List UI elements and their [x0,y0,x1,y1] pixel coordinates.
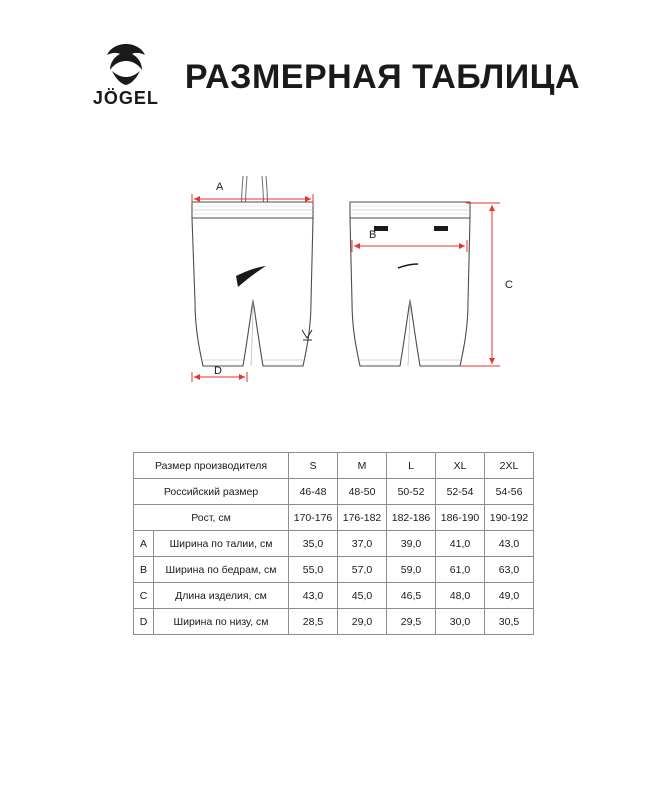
marker-c-label: C [505,279,513,291]
table-header-size: XL [436,453,485,479]
page-header [0,0,665,112]
row-value: 176-182 [338,505,387,531]
row-value: 37,0 [338,531,387,557]
table-row [134,557,534,583]
row-label: Ширина по талии, см [154,531,289,557]
row-value: 41,0 [436,531,485,557]
row-value: 46-48 [289,479,338,505]
table-header-size: L [387,453,436,479]
row-value: 190-192 [485,505,534,531]
marker-d-label: D [214,365,222,377]
row-value: 49,0 [485,583,534,609]
row-label: Рост, см [134,505,289,531]
row-label: Ширина по низу, см [154,609,289,635]
brand-logo [85,42,167,112]
row-letter: D [134,609,154,635]
row-value: 59,0 [387,557,436,583]
row-value: 52-54 [436,479,485,505]
table-row [134,479,534,505]
row-value: 43,0 [289,583,338,609]
row-value: 57,0 [338,557,387,583]
shorts-illustration [0,170,665,440]
row-value: 28,5 [289,609,338,635]
table-header-size: 2XL [485,453,534,479]
row-letter: A [134,531,154,557]
row-value: 43,0 [485,531,534,557]
row-value: 29,0 [338,609,387,635]
size-table [133,452,534,635]
row-label: Ширина по бедрам, см [154,557,289,583]
brand-wordmark: JÖGEL [92,88,159,108]
table-header-label: Размер производителя [134,453,289,479]
row-value: 48,0 [436,583,485,609]
row-value: 63,0 [485,557,534,583]
row-label: Длина изделия, см [154,583,289,609]
marker-b-label: B [369,229,377,241]
jogel-logo-icon [100,42,152,86]
row-value: 46,5 [387,583,436,609]
row-label: Российский размер [134,479,289,505]
row-value: 50-52 [387,479,436,505]
page-title: РАЗМЕРНАЯ ТАБЛИЦА [184,57,581,96]
table-row [134,609,534,635]
row-value: 61,0 [436,557,485,583]
row-value: 35,0 [289,531,338,557]
marker-a-label: A [216,181,224,193]
size-table-wrapper [133,452,533,635]
table-row [134,583,534,609]
table-header-row [134,453,534,479]
row-value: 54-56 [485,479,534,505]
table-header-size: S [289,453,338,479]
row-value: 30,0 [436,609,485,635]
row-value: 30,5 [485,609,534,635]
table-row [134,505,534,531]
row-letter: C [134,583,154,609]
row-value: 48-50 [338,479,387,505]
row-value: 186-190 [436,505,485,531]
row-value: 39,0 [387,531,436,557]
row-value: 29,5 [387,609,436,635]
table-header-size: M [338,453,387,479]
row-letter: B [134,557,154,583]
row-value: 182-186 [387,505,436,531]
row-value: 55,0 [289,557,338,583]
row-value: 170-176 [289,505,338,531]
row-value: 45,0 [338,583,387,609]
table-row [134,531,534,557]
